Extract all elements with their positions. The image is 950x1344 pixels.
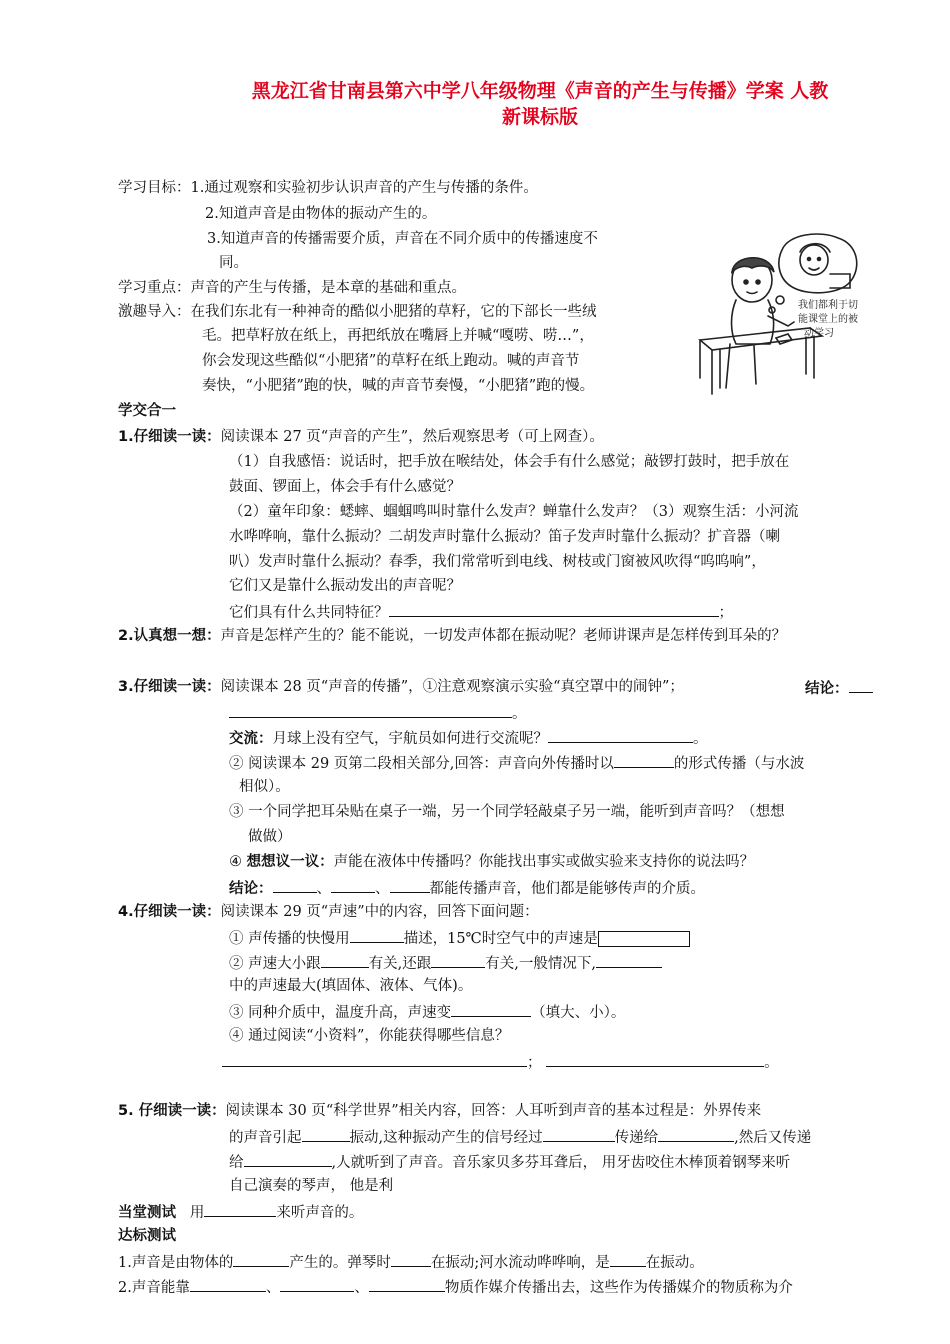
q3-wave-question: ② 阅读课本 29 页第二段相关部分,回答：声音向外传播时以 bbox=[229, 756, 614, 772]
q4-factor-text-a: ② 声速大小跟 bbox=[229, 956, 321, 972]
st1-blank-2[interactable] bbox=[391, 1252, 431, 1267]
q4-speed-text-b: 描述，15℃时空气中的声速是 bbox=[403, 931, 598, 947]
medium-conclusion-text: 都能传播声音，他们都是能够传声的介质。 bbox=[429, 881, 705, 897]
q3-conclusion bbox=[805, 678, 873, 698]
q3-line-6: ③ 一个同学把耳朵贴在桌子一端，另一个同学轻敲桌子另一端，能听到声音吗？（想想 bbox=[229, 804, 785, 820]
classroom-test bbox=[118, 1202, 363, 1222]
st1-blank-1[interactable] bbox=[233, 1252, 289, 1267]
q4-line-6: ④ 通过阅读“小资料”，你能获得哪些信息？ bbox=[229, 1028, 510, 1044]
st2-blank-2[interactable] bbox=[280, 1277, 354, 1292]
medium-conclusion-label: 结论： bbox=[229, 881, 273, 897]
q4-factor-text-c: 有关,一般情况下, bbox=[485, 956, 596, 972]
document-title bbox=[190, 78, 890, 130]
q4-temp-text-a: ③ 同种介质中，温度升高，声速变 bbox=[229, 1005, 452, 1021]
wave-form-blank[interactable] bbox=[614, 753, 674, 768]
st2-sep-1: 、 bbox=[265, 1280, 281, 1296]
q5-line-1 bbox=[118, 1102, 761, 1120]
q5-label: 5. 仔细读一读： bbox=[118, 1103, 226, 1119]
st2-sep-2: 、 bbox=[354, 1280, 369, 1296]
q5-text-a: 的声音引起 bbox=[229, 1130, 302, 1146]
st2-text-b: 物质作媒介传播出去，这些作为传播媒介的物质称为介 bbox=[444, 1280, 793, 1296]
q5-text-d: ,然后又传递 bbox=[734, 1130, 812, 1146]
q1-intro: 阅读课本 27 页“声音的产生”，然后观察思考（可上网查）。 bbox=[220, 429, 604, 445]
q1-line-2: （1）自我感悟：说话时，把手放在喉结处，体会手有什么感觉；敲锣打鼓时，把手放在 bbox=[229, 454, 790, 470]
q4-line-4: 中的声速最大(填固体、液体、气体)。 bbox=[229, 978, 473, 994]
medium-blank-2[interactable] bbox=[331, 878, 375, 893]
q4-line-1 bbox=[118, 903, 539, 921]
standard-line-1 bbox=[118, 1252, 704, 1272]
q4-line-2 bbox=[229, 928, 690, 948]
intro-line-2: 毛。把草籽放在纸上，再把纸放在嘴唇上并喊“嘎唠、唠…”， bbox=[202, 328, 594, 344]
medium-blank-1[interactable] bbox=[273, 878, 317, 893]
q5-line-4: 自己演奏的琴声， 他是利 bbox=[229, 1178, 394, 1194]
q5-text-b: 振动,这种振动产生的信号经过 bbox=[349, 1130, 543, 1146]
q1-line-7: 它们又是靠什么振动发出的声音呢？ bbox=[229, 578, 461, 594]
standard-test-heading: 达标测试 bbox=[118, 1228, 176, 1244]
q3-conclusion-label: 结论： bbox=[805, 681, 849, 697]
fastest-medium-blank[interactable] bbox=[596, 953, 662, 968]
st1-text-c: 在振动;河水流动哗哗响，是 bbox=[430, 1255, 610, 1271]
info-blank-2[interactable] bbox=[546, 1052, 764, 1067]
q4-line-3 bbox=[229, 953, 662, 973]
q3-intro: 阅读课本 28 页“声音的传播”，①注意观察演示实验“真空罩中的闹钟”； bbox=[220, 679, 684, 695]
objective-3a: 3.知道声音的传播需要介质，声音在不同介质中的传播速度不 bbox=[207, 231, 598, 247]
medium-blank-3[interactable] bbox=[390, 878, 430, 893]
classroom-test-text-a: 用 bbox=[189, 1205, 205, 1221]
section-heading: 学交合一 bbox=[118, 403, 176, 419]
st2-blank-1[interactable] bbox=[190, 1277, 266, 1292]
q1-question: 它们具有什么共同特征？ bbox=[229, 605, 389, 621]
sep-1: 、 bbox=[316, 881, 331, 897]
objectives-line-1 bbox=[118, 179, 538, 197]
intro-line-3: 你会发现这些酷似“小肥猪”的草籽在纸上跑动。喊的声音节 bbox=[202, 353, 580, 369]
objective-1: 1.通过观察和实验初步认识声音的产生与传播的条件。 bbox=[190, 180, 538, 196]
intro-text-1: 在我们东北有一种神奇的酷似小肥猪的草籽，它的下部长一些绒 bbox=[190, 304, 597, 320]
q1-line-3: 鼓面、锣面上，体会手有什么感觉？ bbox=[229, 479, 461, 495]
classroom-test-label: 当堂测试 bbox=[118, 1205, 176, 1221]
q4-temp-text-b: （填大、小）。 bbox=[531, 1005, 626, 1021]
exchange-label: 交流： bbox=[229, 731, 273, 747]
objective-3b: 同。 bbox=[219, 255, 248, 271]
q5-text-e: 给 bbox=[229, 1155, 244, 1171]
exchange-blank[interactable] bbox=[548, 728, 693, 743]
think-discuss-label: 想想议一议： bbox=[246, 854, 334, 870]
q3-line-4 bbox=[229, 753, 804, 773]
objectives-label: 学习目标： bbox=[118, 180, 191, 196]
factor-blank-1[interactable] bbox=[321, 953, 369, 968]
exchange-end: 。 bbox=[693, 731, 708, 747]
factor-blank-2[interactable] bbox=[431, 953, 485, 968]
q3-line-5: 相似）。 bbox=[239, 779, 290, 795]
q3-conclusion-end: 。 bbox=[512, 706, 527, 722]
classroom-test-text-b: 来听声音的。 bbox=[276, 1205, 364, 1221]
info-blank-1[interactable] bbox=[222, 1052, 527, 1067]
air-speed-box[interactable] bbox=[598, 931, 690, 947]
intro-label: 激趣导入： bbox=[118, 304, 191, 320]
key-points bbox=[118, 279, 466, 297]
q1-end: ； bbox=[718, 605, 733, 621]
objective-2: 2.知道声音是由物体的振动产生的。 bbox=[205, 206, 437, 222]
q1-answer-blank[interactable] bbox=[389, 602, 719, 617]
st1-blank-3[interactable] bbox=[610, 1252, 646, 1267]
speed-description-blank[interactable] bbox=[350, 928, 404, 943]
temp-speed-blank[interactable] bbox=[451, 1002, 531, 1017]
vibration-blank[interactable] bbox=[302, 1127, 350, 1142]
figure-caption-3: 动学习 bbox=[804, 328, 834, 339]
title-line-2: 新课标版 bbox=[501, 106, 578, 128]
intro-line-4: 奏快，“小肥猪”跑的快，喊的声音节奏慢，“小肥猪”跑的慢。 bbox=[202, 378, 595, 394]
q4-label: 4.仔细读一读： bbox=[118, 904, 221, 920]
q2-label: 2.认真想一想： bbox=[118, 628, 221, 644]
sep-2: 、 bbox=[375, 881, 390, 897]
think-discuss-text: 声能在液体中传播吗？你能找出事实或做实验来支持你的说法吗？ bbox=[333, 854, 755, 870]
q1-line-1 bbox=[118, 428, 604, 446]
q1-line-6: 叭）发声时靠什么振动？春季，我们常常听到电线、树枝或门窗被风吹得“呜呜响”， bbox=[229, 554, 766, 570]
q1-label: 1.仔细读一读： bbox=[118, 429, 221, 445]
q3-exchange bbox=[229, 728, 708, 748]
intro-line-1 bbox=[118, 303, 597, 321]
q4-factor-text-b: 有关,还跟 bbox=[368, 956, 432, 972]
exchange-text: 月球上没有空气，宇航员如何进行交流呢？ bbox=[272, 731, 548, 747]
student-cartoon-illustration bbox=[690, 228, 865, 398]
brain-blank[interactable] bbox=[244, 1152, 332, 1167]
q3-line-9 bbox=[229, 878, 705, 898]
q3-wave-question-end: 的形式传播（与水波 bbox=[673, 756, 805, 772]
st2-blank-3[interactable] bbox=[369, 1277, 445, 1292]
transmit-blank[interactable] bbox=[543, 1127, 615, 1142]
q3-item-4-marker: ④ bbox=[229, 854, 242, 870]
st1-text-d: 在振动。 bbox=[645, 1255, 704, 1271]
q2-text: 声音是怎样产生的？能不能说，一切发声体都在振动呢？老师讲课声是怎样传到耳朵的？ bbox=[220, 628, 787, 644]
q2-line bbox=[118, 627, 786, 645]
key-points-text: 声音的产生与传播，是本章的基础和重点。 bbox=[190, 280, 466, 296]
key-points-label: 学习重点： bbox=[118, 280, 191, 296]
st1-text-a: 1.声音是由物体的 bbox=[118, 1255, 234, 1271]
q5-text-f: ,人就听到了声音。音乐家贝多芬耳聋后， 用牙齿咬住木棒顶着钢琴来听 bbox=[331, 1155, 791, 1171]
title-line-1: 黑龙江省甘南县第六中学八年级物理《声音的产生与传播》学案 人教 bbox=[251, 80, 829, 102]
q3-line-2 bbox=[229, 703, 527, 723]
info-end: 。 bbox=[764, 1055, 779, 1071]
q3-line-8 bbox=[229, 853, 754, 871]
q1-line-8 bbox=[229, 602, 733, 622]
q5-intro: 阅读课本 30 页“科学世界”相关内容，回答：人耳听到声音的基本过程是：外界传来 bbox=[225, 1103, 762, 1119]
q4-speed-text-a: ① 声传播的快慢用 bbox=[229, 931, 350, 947]
q1-line-4: （2）童年印象：蟋蟀、蝈蝈鸣叫时靠什么发声？蝉靠什么发声？（3）观察生活：小河流 bbox=[229, 504, 799, 520]
q5-text-c: 传递给 bbox=[614, 1130, 659, 1146]
q4-intro: 阅读课本 29 页“声速”中的内容，回答下面问题： bbox=[220, 904, 539, 920]
receiver-blank[interactable] bbox=[658, 1127, 734, 1142]
q3-conclusion-blank-b[interactable] bbox=[229, 703, 512, 718]
q1-line-5: 水哗哗响，靠什么振动？二胡发声时靠什么振动？笛子发声时靠什么振动？扩音器（喇 bbox=[229, 529, 780, 545]
q5-line-3 bbox=[229, 1152, 790, 1172]
q5-line-2 bbox=[229, 1127, 811, 1147]
q3-label: 3.仔细读一读： bbox=[118, 679, 221, 695]
q3-conclusion-blank-a[interactable] bbox=[849, 678, 873, 693]
info-sep: ； bbox=[527, 1055, 542, 1071]
st2-text-a: 2.声音能靠 bbox=[118, 1280, 190, 1296]
bone-conduction-blank[interactable] bbox=[204, 1202, 276, 1217]
q4-line-5 bbox=[229, 1002, 625, 1022]
q4-line-7 bbox=[222, 1052, 779, 1072]
st1-text-b: 产生的。弹琴时 bbox=[289, 1255, 391, 1271]
standard-line-2 bbox=[118, 1277, 793, 1297]
figure-caption-2: 能课堂上的被 bbox=[798, 314, 858, 325]
q3-line-7: 做做） bbox=[248, 829, 292, 845]
figure-caption-1: 我们都利于切 bbox=[798, 300, 858, 311]
q3-line-1 bbox=[118, 678, 684, 696]
